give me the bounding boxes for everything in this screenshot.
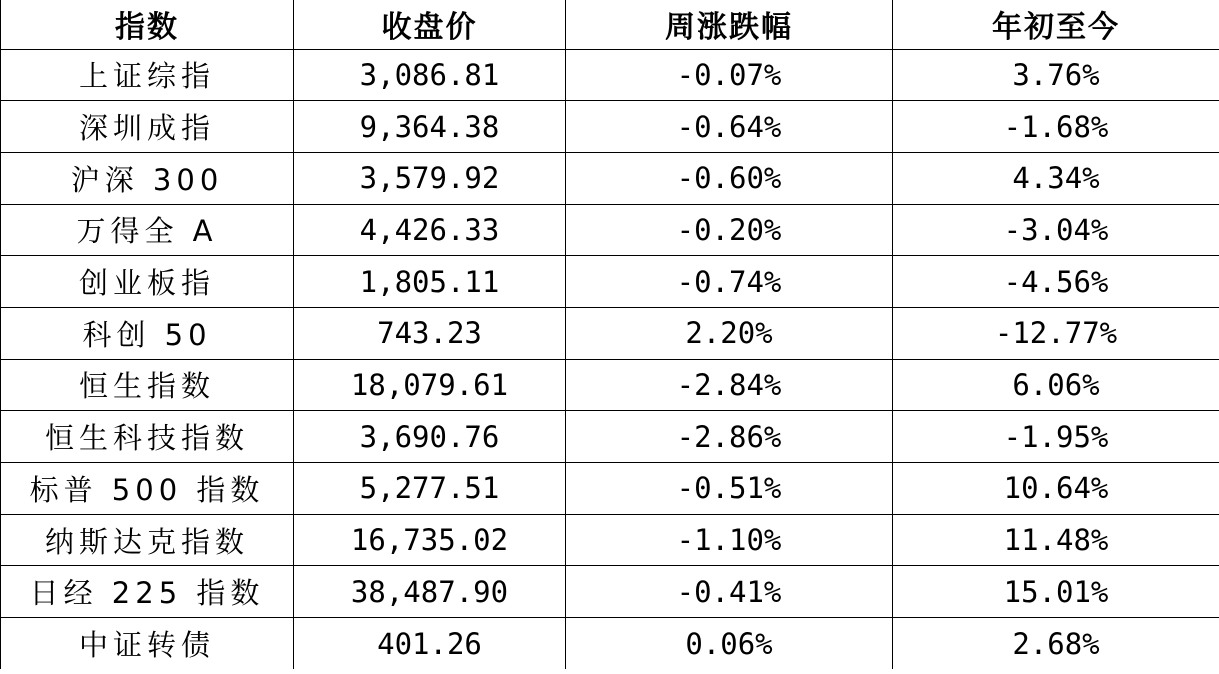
header-close: 收盘价 — [294, 0, 566, 49]
close-price: 5,277.51 — [294, 463, 566, 515]
table-row — [1, 514, 1219, 566]
table-row — [1, 307, 1219, 359]
week-change: -2.86% — [566, 411, 893, 463]
close-price: 4,426.33 — [294, 204, 566, 256]
header-index: 指数 — [1, 0, 294, 49]
table-row — [1, 618, 1219, 670]
index-name: 深圳成指 — [1, 101, 294, 153]
index-name: 创业板指 — [1, 256, 294, 308]
ytd-change: 6.06% — [893, 359, 1219, 411]
index-name: 纳斯达克指数 — [1, 514, 294, 566]
ytd-change: -4.56% — [893, 256, 1219, 308]
week-change: -0.41% — [566, 566, 893, 618]
header-ytd: 年初至今 — [893, 0, 1219, 49]
header-week-change: 周涨跌幅 — [566, 0, 893, 49]
ytd-change: 10.64% — [893, 463, 1219, 515]
table-row — [1, 152, 1219, 204]
ytd-change: 15.01% — [893, 566, 1219, 618]
ytd-change: 2.68% — [893, 618, 1219, 670]
week-change: -2.84% — [566, 359, 893, 411]
ytd-change: -12.77% — [893, 307, 1219, 359]
ytd-change: -1.68% — [893, 101, 1219, 153]
week-change: -1.10% — [566, 514, 893, 566]
index-name: 科创 50 — [1, 307, 294, 359]
table-row — [1, 411, 1219, 463]
close-price: 38,487.90 — [294, 566, 566, 618]
table-row — [1, 566, 1219, 618]
week-change: -0.51% — [566, 463, 893, 515]
close-price: 1,805.11 — [294, 256, 566, 308]
index-name: 沪深 300 — [1, 152, 294, 204]
index-name: 恒生指数 — [1, 359, 294, 411]
table-header — [1, 0, 1219, 49]
index-name: 万得全 A — [1, 204, 294, 256]
table-row — [1, 204, 1219, 256]
ytd-change: -3.04% — [893, 204, 1219, 256]
header-row — [1, 0, 1219, 49]
ytd-change: 3.76% — [893, 49, 1219, 101]
table-row — [1, 256, 1219, 308]
close-price: 401.26 — [294, 618, 566, 670]
index-name: 中证转债 — [1, 618, 294, 670]
week-change: -0.07% — [566, 49, 893, 101]
close-price: 3,579.92 — [294, 152, 566, 204]
ytd-change: 11.48% — [893, 514, 1219, 566]
close-price: 3,690.76 — [294, 411, 566, 463]
week-change: -0.20% — [566, 204, 893, 256]
week-change: 2.20% — [566, 307, 893, 359]
week-change: -0.74% — [566, 256, 893, 308]
table-body — [1, 49, 1219, 669]
table-row — [1, 463, 1219, 515]
close-price: 16,735.02 — [294, 514, 566, 566]
week-change: -0.64% — [566, 101, 893, 153]
table-row — [1, 101, 1219, 153]
close-price: 9,364.38 — [294, 101, 566, 153]
ytd-change: -1.95% — [893, 411, 1219, 463]
close-price: 18,079.61 — [294, 359, 566, 411]
index-name: 标普 500 指数 — [1, 463, 294, 515]
table-row — [1, 359, 1219, 411]
index-name: 恒生科技指数 — [1, 411, 294, 463]
index-name: 日经 225 指数 — [1, 566, 294, 618]
ytd-change: 4.34% — [893, 152, 1219, 204]
close-price: 3,086.81 — [294, 49, 566, 101]
table-row — [1, 49, 1219, 101]
close-price: 743.23 — [294, 307, 566, 359]
index-name: 上证综指 — [1, 49, 294, 101]
week-change: -0.60% — [566, 152, 893, 204]
week-change: 0.06% — [566, 618, 893, 670]
